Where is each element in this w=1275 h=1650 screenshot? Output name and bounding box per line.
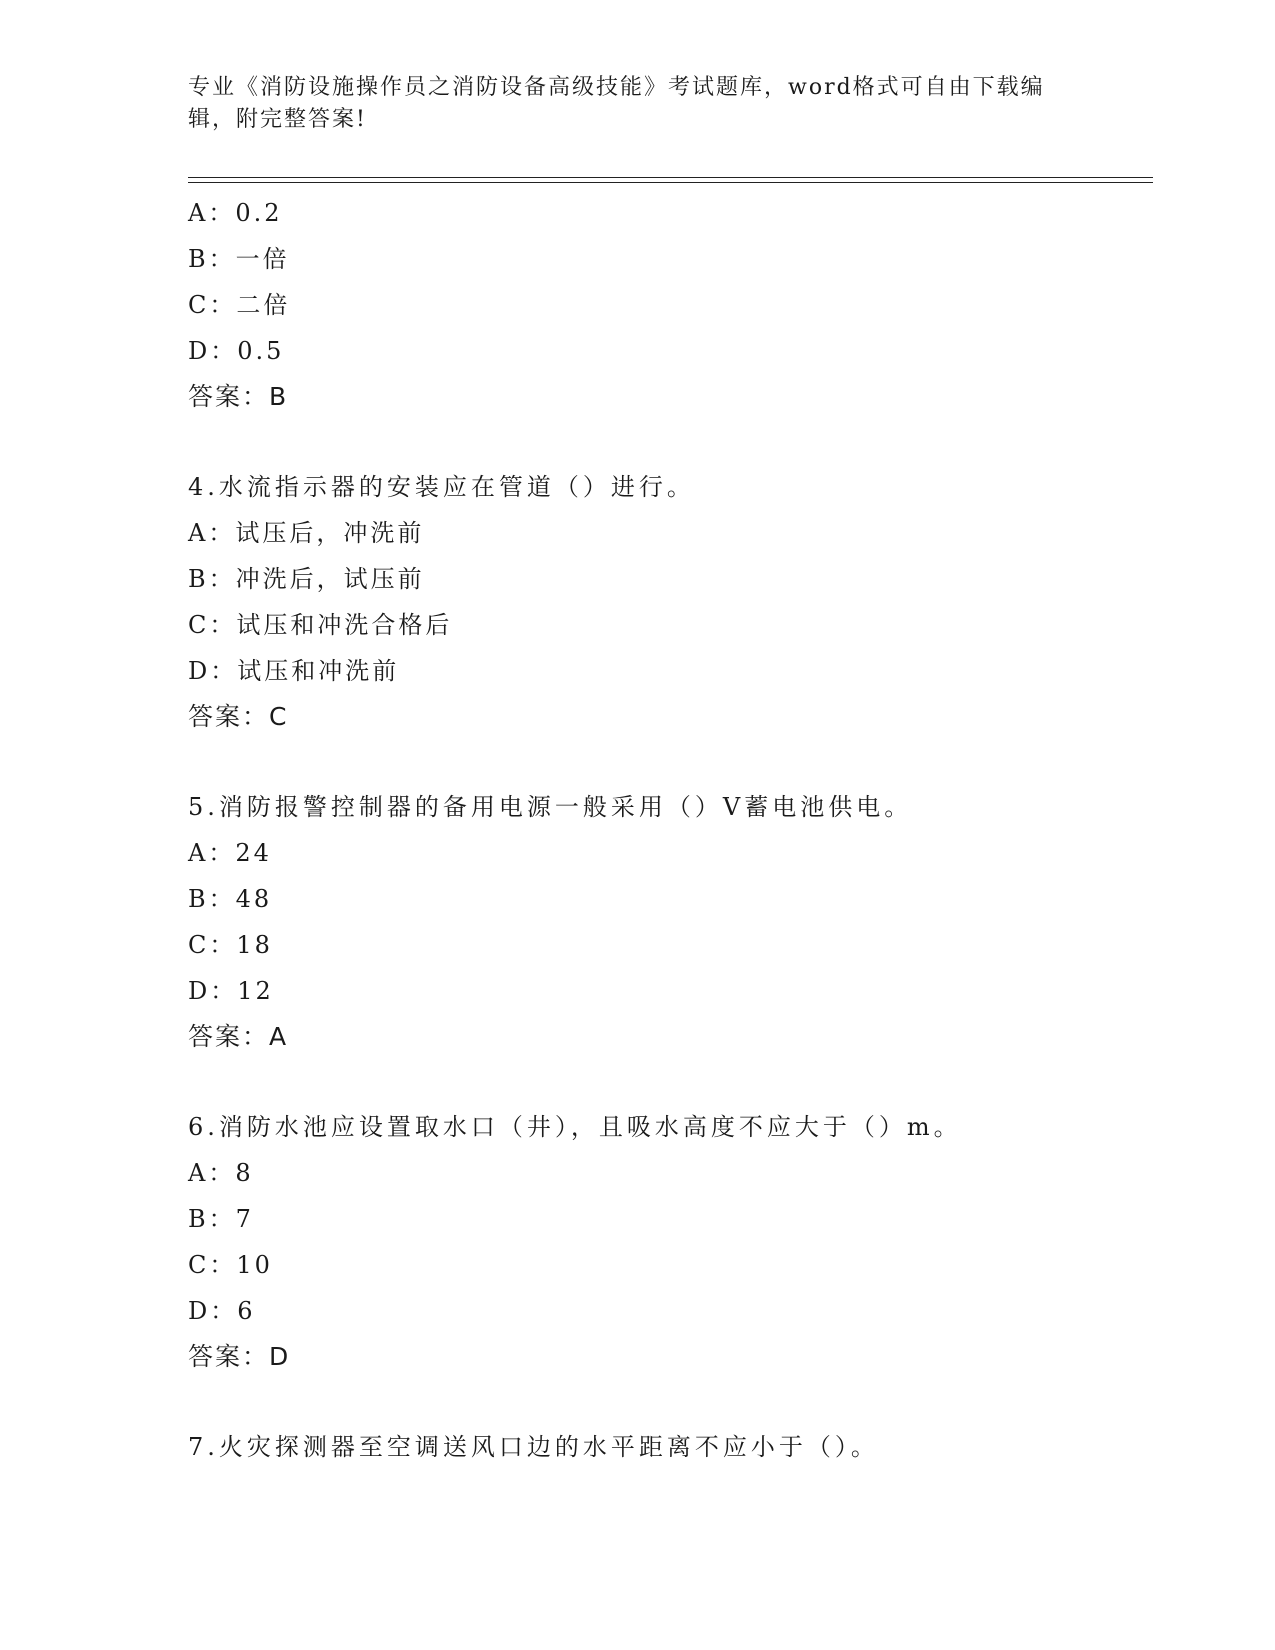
question-block-3 [188, 190, 1153, 420]
question-block-5 [188, 784, 1153, 1060]
option-b: B：一倍 [188, 245, 290, 273]
option-c: C：二倍 [188, 291, 291, 319]
option-a: A：0.2 [188, 199, 283, 227]
spacer [188, 420, 1153, 464]
question-text: 4.水流指示器的安装应在管道（）进行。 [188, 473, 695, 501]
option-b: B：7 [188, 1205, 254, 1233]
option-d: D：6 [188, 1297, 256, 1325]
header-divider-top [188, 177, 1153, 178]
spacer [188, 1060, 1153, 1104]
answer-line: 答案：D [188, 1342, 291, 1371]
question-block-6 [188, 1104, 1153, 1380]
option-a: A：试压后，冲洗前 [188, 519, 425, 547]
header-line-2: 辑，附完整答案! [188, 107, 367, 132]
document-header [188, 72, 1068, 136]
option-a: A：8 [188, 1159, 254, 1187]
question-list [188, 190, 1153, 1470]
option-b: B：冲洗后，试压前 [188, 565, 425, 593]
header-line-1: 专业《消防设施操作员之消防设备高级技能》考试题库，word格式可自由下载编 [188, 75, 1045, 100]
option-a: A：24 [188, 839, 272, 867]
option-b: B：48 [188, 885, 273, 913]
question-text: 5.消防报警控制器的备用电源一般采用（）V蓄电池供电。 [188, 793, 913, 821]
answer-line: 答案：A [188, 1022, 289, 1051]
question-text: 7.火灾探测器至空调送风口边的水平距离不应小于（）。 [188, 1433, 879, 1461]
question-block-4 [188, 464, 1153, 740]
spacer [188, 740, 1153, 784]
spacer [188, 1380, 1153, 1424]
option-c: C：18 [188, 931, 273, 959]
option-c: C：10 [188, 1251, 273, 1279]
option-d: D：试压和冲洗前 [188, 657, 400, 685]
option-d: D：12 [188, 977, 274, 1005]
option-d: D：0.5 [188, 337, 285, 365]
answer-line: 答案：B [188, 382, 289, 411]
option-c: C：试压和冲洗合格后 [188, 611, 453, 639]
answer-line: 答案：C [188, 702, 289, 731]
question-text: 6.消防水池应设置取水口（井），且吸水高度不应大于（）m。 [188, 1113, 962, 1141]
question-block-7 [188, 1424, 1153, 1470]
header-divider-bottom [188, 182, 1153, 183]
